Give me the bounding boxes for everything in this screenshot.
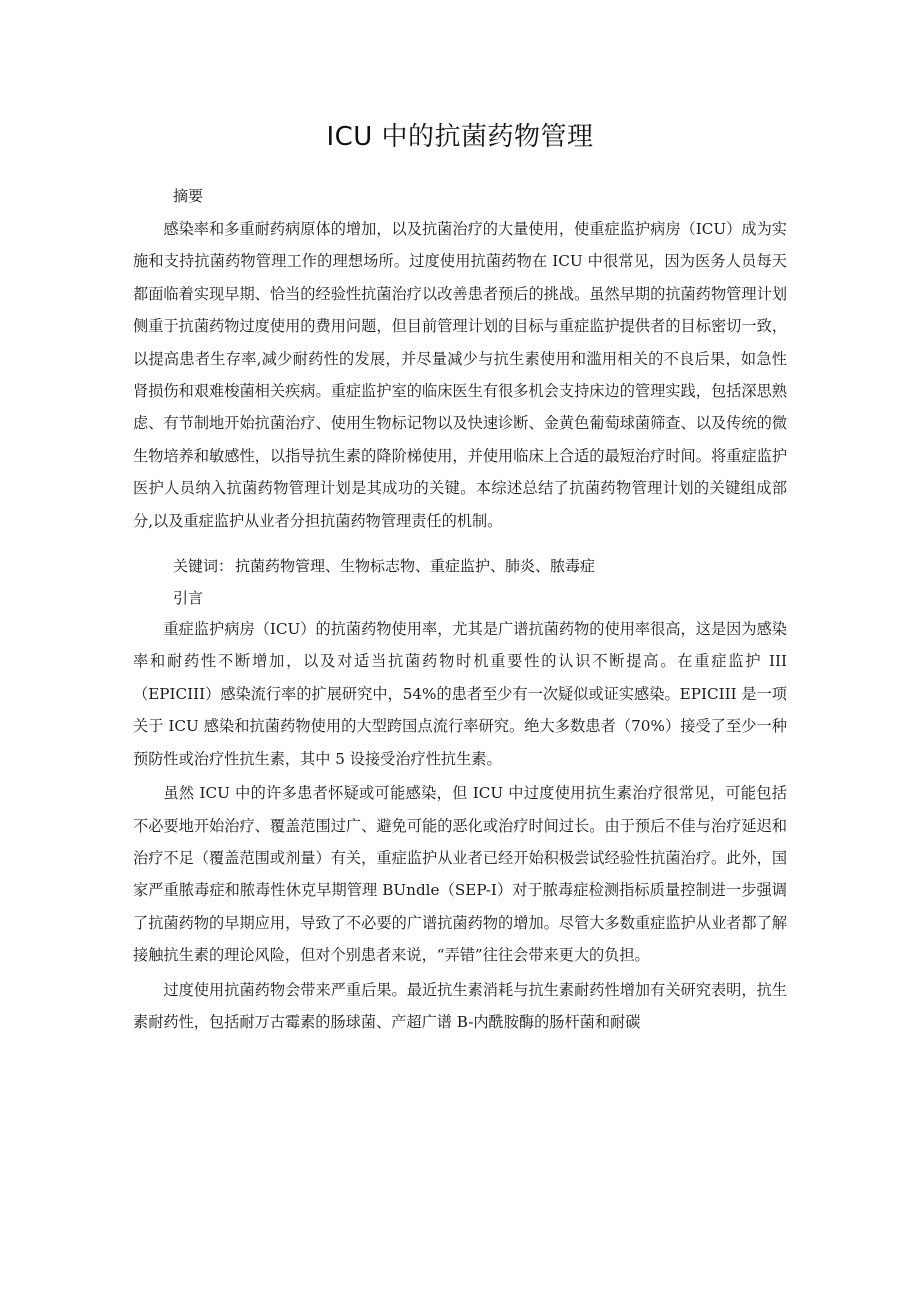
keywords-value: 抗菌药物管理、生物标志物、重症监护、肺炎、脓毒症 — [235, 557, 596, 576]
keywords-line — [173, 551, 787, 581]
intro-heading: 引言 — [173, 589, 204, 608]
intro-paragraph-2: 虽然 ICU 中的许多患者怀疑或可能感染，但 ICU 中过度使用抗生素治疗很常见，可能包括不必要地开始治疗、覆盖范围过广、避免可能的恶化或治疗时间过长。由于预后不佳与治疗延迟和治疗不足（覆盖范围或剂量）有关，重症监护从业者已经开始积极尝试经验性抗菌治疗。此外，国家严重脓毒症和脓毒性休克早期管理 BUndle（SEP-I）对于脓毒症检测指标质量控制进一步强调了抗菌药物的早期应用，导致了不必要的广谱抗菌药物的增加。尽管大多数重症监护从业者都了解接触抗生素的理论风险，但对个别患者来说，“弄错”往往会带来更大的负担。 — [133, 784, 787, 965]
intro-paragraph-1: 重症监护病房（ICU）的抗菌药物使用率，尤其是广谱抗菌药物的使用率很高，这是因为感染率和耐药性不断增加，以及对适当抗菌药物时机重要性的认识不断提高。在重症监护 III（EPICIII）感染流行率的扩展研究中，54%的患者至少有一次疑似或证实感染。EPICIII 是一项关于 ICU 感染和抗菌药物使用的大型跨国点流行率研究。绝大多数患者（70%）接受了至少一种预防性或治疗性抗生素，其中 5 设接受治疗性抗生素。 — [133, 620, 787, 768]
document-title: ICU 中的抗菌药物管理 — [326, 122, 594, 152]
abstract-paragraph: 感染率和多重耐药病原体的增加，以及抗菌治疗的大量使用，使重症监护病房（ICU）成为实施和支持抗菌药物管理工作的理想场所。过度使用抗菌药物在 ICU 中很常见，因为医务人员每天都面临着实现早期、恰当的经验性抗菌治疗以改善患者预后的挑战。虽然早期的抗菌药物管理计划侧重于抗菌药物过度使用的费用问题，但目前管理计划的目标与重症监护提供者的目标密切一致，以提高患者生存率,减少耐药性的发展，并尽量减少与抗生素使用和滥用相关的不良后果，如急性肾损伤和艰难梭菌相关疾病。重症监护室的临床医生有很多机会支持床边的管理实践，包括深思熟虑、有节制地开始抗菌治疗、使用生物标记物以及快速诊断、金黄色葡萄球菌筛查、以及传统的微生物培养和敏感性，以指导抗生素的降阶梯使用，并使用临床上合适的最短治疗时间。将重症监护医护人员纳入抗菌药物管理计划是其成功的关键。本综述总结了抗菌药物管理计划的关键组成部分,以及重症监护从业者分担抗菌药物管理责任的机制。 — [133, 220, 787, 530]
intro-paragraph-3: 过度使用抗菌药物会带来严重后果。最近抗生素消耗与抗生素耐药性增加有关研究表明，抗生素耐药性，包括耐万古霉素的肠球菌、产超广谱 B-内酰胺酶的肠杆菌和耐碳 — [133, 980, 787, 1031]
abstract-heading: 摘要 — [173, 187, 204, 205]
keywords-label: 关键词： — [173, 557, 234, 576]
